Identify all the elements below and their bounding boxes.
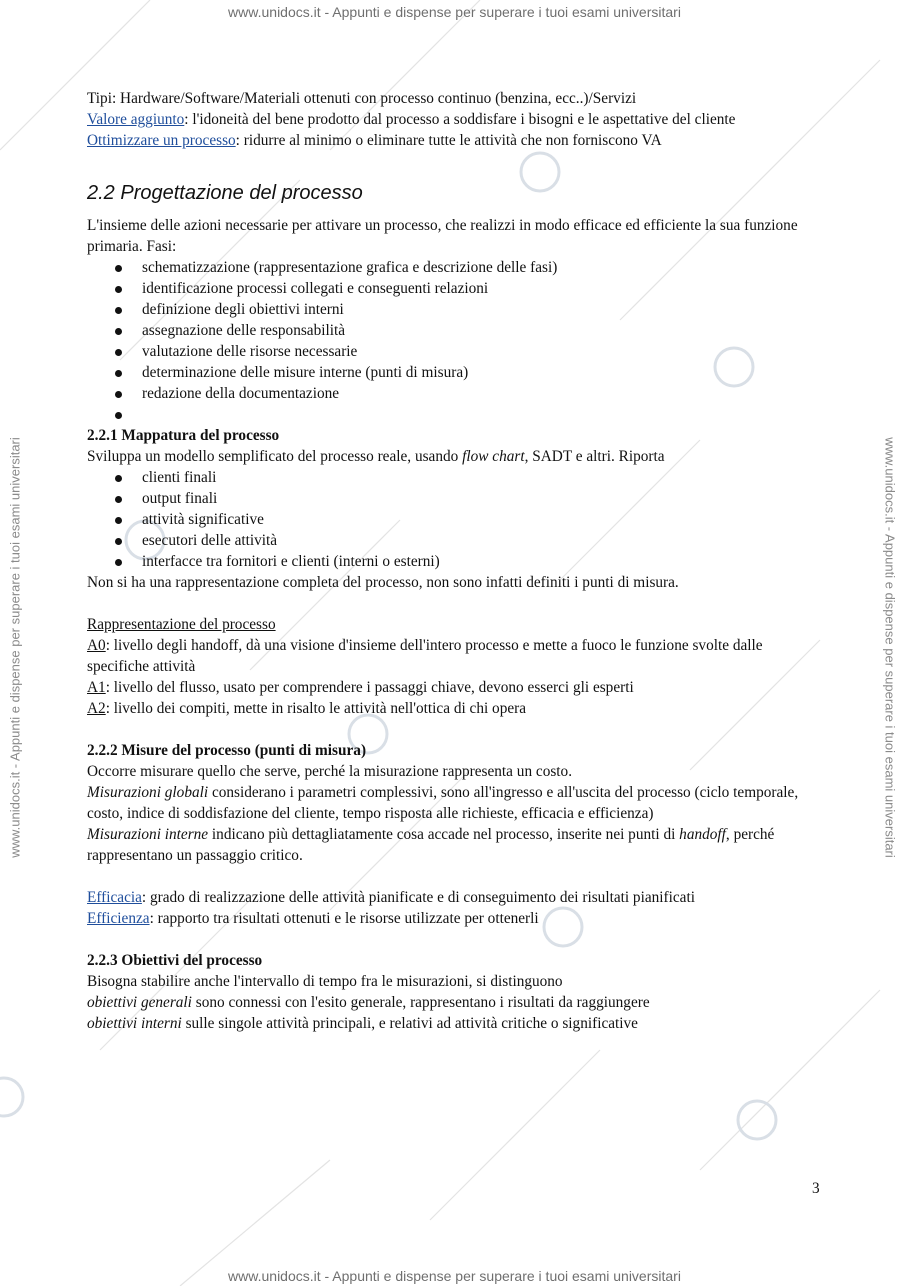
list-item: esecutori delle attività (87, 530, 822, 551)
obiettivi-generali: obiettivi generali sono connessi con l'esito generale, rappresentano i risultati da raggiungere (87, 994, 650, 1011)
bullet-icon (115, 538, 122, 545)
bullet-icon (115, 391, 122, 398)
efficienza-link[interactable]: Efficienza (87, 910, 150, 927)
mappatura-intro: Sviluppa un modello semplificato del processo reale, usando flow chart, SADT e altri. Riporta (87, 448, 665, 465)
watermark-top: www.unidocs.it - Appunti e dispense per superare i tuoi esami universitari (228, 4, 681, 20)
bullet-icon (115, 307, 122, 314)
level-a2: A2: livello dei compiti, mette in risalto le attività nell'ottica di chi opera (87, 700, 527, 717)
bullet-icon (115, 412, 122, 419)
mappatura-note: Non si ha una rappresentazione completa del processo, non sono infatti definiti i punti di misura. (87, 574, 679, 591)
watermark-right: www.unidocs.it - Appunti e dispense per superare i tuoi esami universitari (882, 437, 898, 858)
section-2-2-text: L'insieme delle azioni necessarie per attivare un processo, che realizzi in modo efficace ed efficiente la sua funzione primaria. Fasi: (87, 217, 798, 255)
tipi-line: Tipi: Hardware/Software/Materiali ottenuti con processo continuo (benzina, ecc..)/Servizi (87, 90, 637, 107)
section-2-2-2-heading: 2.2.2 Misure del processo (punti di misura) (87, 742, 367, 759)
bullet-icon (115, 286, 122, 293)
page-content (87, 88, 822, 1034)
section-2-2-heading: 2.2 Progettazione del processo (87, 182, 363, 204)
bullet-icon (115, 559, 122, 566)
list-item: redazione della documentazione (87, 383, 822, 404)
list-item: identificazione processi collegati e conseguenti relazioni (87, 278, 822, 299)
bullet-icon (115, 328, 122, 335)
bullet-icon (115, 265, 122, 272)
list-item: determinazione delle misure interne (punti di misura) (87, 362, 822, 383)
list-item: schematizzazione (rappresentazione grafica e descrizione delle fasi) (87, 257, 822, 278)
level-a0: A0: livello degli handoff, dà una visione d'insieme dell'intero processo e mette a fuoco le funzione svolte dalle specifiche attività (87, 637, 763, 675)
bullet-icon (115, 496, 122, 503)
watermark-left: www.unidocs.it - Appunti e dispense per superare i tuoi esami universitari (7, 437, 23, 858)
mappatura-list (87, 467, 822, 572)
obiettivi-p1: Bisogna stabilire anche l'intervallo di tempo fra le misurazioni, si distinguono (87, 973, 563, 990)
bullet-icon (115, 517, 122, 524)
section-2-2-3-heading: 2.2.3 Obiettivi del processo (87, 952, 263, 969)
valore-aggiunto-definition: : l'idoneità del bene prodotto dal processo a soddisfare i bisogni e le aspettative del cliente (184, 111, 736, 128)
misure-p1: Occorre misurare quello che serve, perché la misurazione rappresenta un costo. (87, 763, 573, 780)
valore-aggiunto-link[interactable]: Valore aggiunto (87, 111, 185, 128)
misurazioni-interne: Misurazioni interne indicano più dettagliatamente cosa accade nel processo, inserite nei punti di handoff, perché rappresentano un passaggio critico. (87, 826, 775, 864)
bullet-icon (115, 475, 122, 482)
ottimizzare-link[interactable]: Ottimizzare un processo (87, 132, 236, 149)
list-item: definizione degli obiettivi interni (87, 299, 822, 320)
efficienza-paragraph: Efficienza: rapporto tra risultati ottenuti e le risorse utilizzate per ottenerli (87, 910, 539, 927)
obiettivi-interni: obiettivi interni sulle singole attività principali, e relativi ad attività critiche o significative (87, 1015, 638, 1032)
list-item (87, 404, 822, 425)
bullet-icon (115, 370, 122, 377)
list-item: assegnazione delle responsabilità (87, 320, 822, 341)
phases-list (87, 257, 822, 425)
watermark-bottom: www.unidocs.it - Appunti e dispense per superare i tuoi esami universitari (228, 1268, 681, 1284)
list-item: output finali (87, 488, 822, 509)
misurazioni-globali: Misurazioni globali considerano i parametri complessivi, sono all'ingresso e all'uscita del processo (ciclo temporale, costo, indice di soddisfazione del cliente, tempo risposta alle richieste, efficacia e efficienza) (87, 784, 799, 822)
section-2-2-1-heading: 2.2.1 Mappatura del processo (87, 427, 280, 444)
list-item: interfacce tra fornitori e clienti (interni o esterni) (87, 551, 822, 572)
bullet-icon (115, 349, 122, 356)
list-item: clienti finali (87, 467, 822, 488)
ottimizzare-paragraph (87, 130, 822, 151)
ottimizzare-definition: : ridurre al minimo o eliminare tutte le attività che non forniscono VA (235, 132, 662, 149)
rappresentazione-heading: Rappresentazione del processo (87, 616, 276, 633)
efficacia-link[interactable]: Efficacia (87, 889, 142, 906)
valore-aggiunto-paragraph (87, 109, 822, 130)
efficacia-paragraph: Efficacia: grado di realizzazione delle attività pianificate e di conseguimento dei risultati pianificati (87, 889, 695, 906)
page-number: 3 (812, 1180, 820, 1197)
level-a1: A1: livello del flusso, usato per comprendere i passaggi chiave, devono esserci gli esperti (87, 679, 634, 696)
list-item: valutazione delle risorse necessarie (87, 341, 822, 362)
list-item: attività significative (87, 509, 822, 530)
